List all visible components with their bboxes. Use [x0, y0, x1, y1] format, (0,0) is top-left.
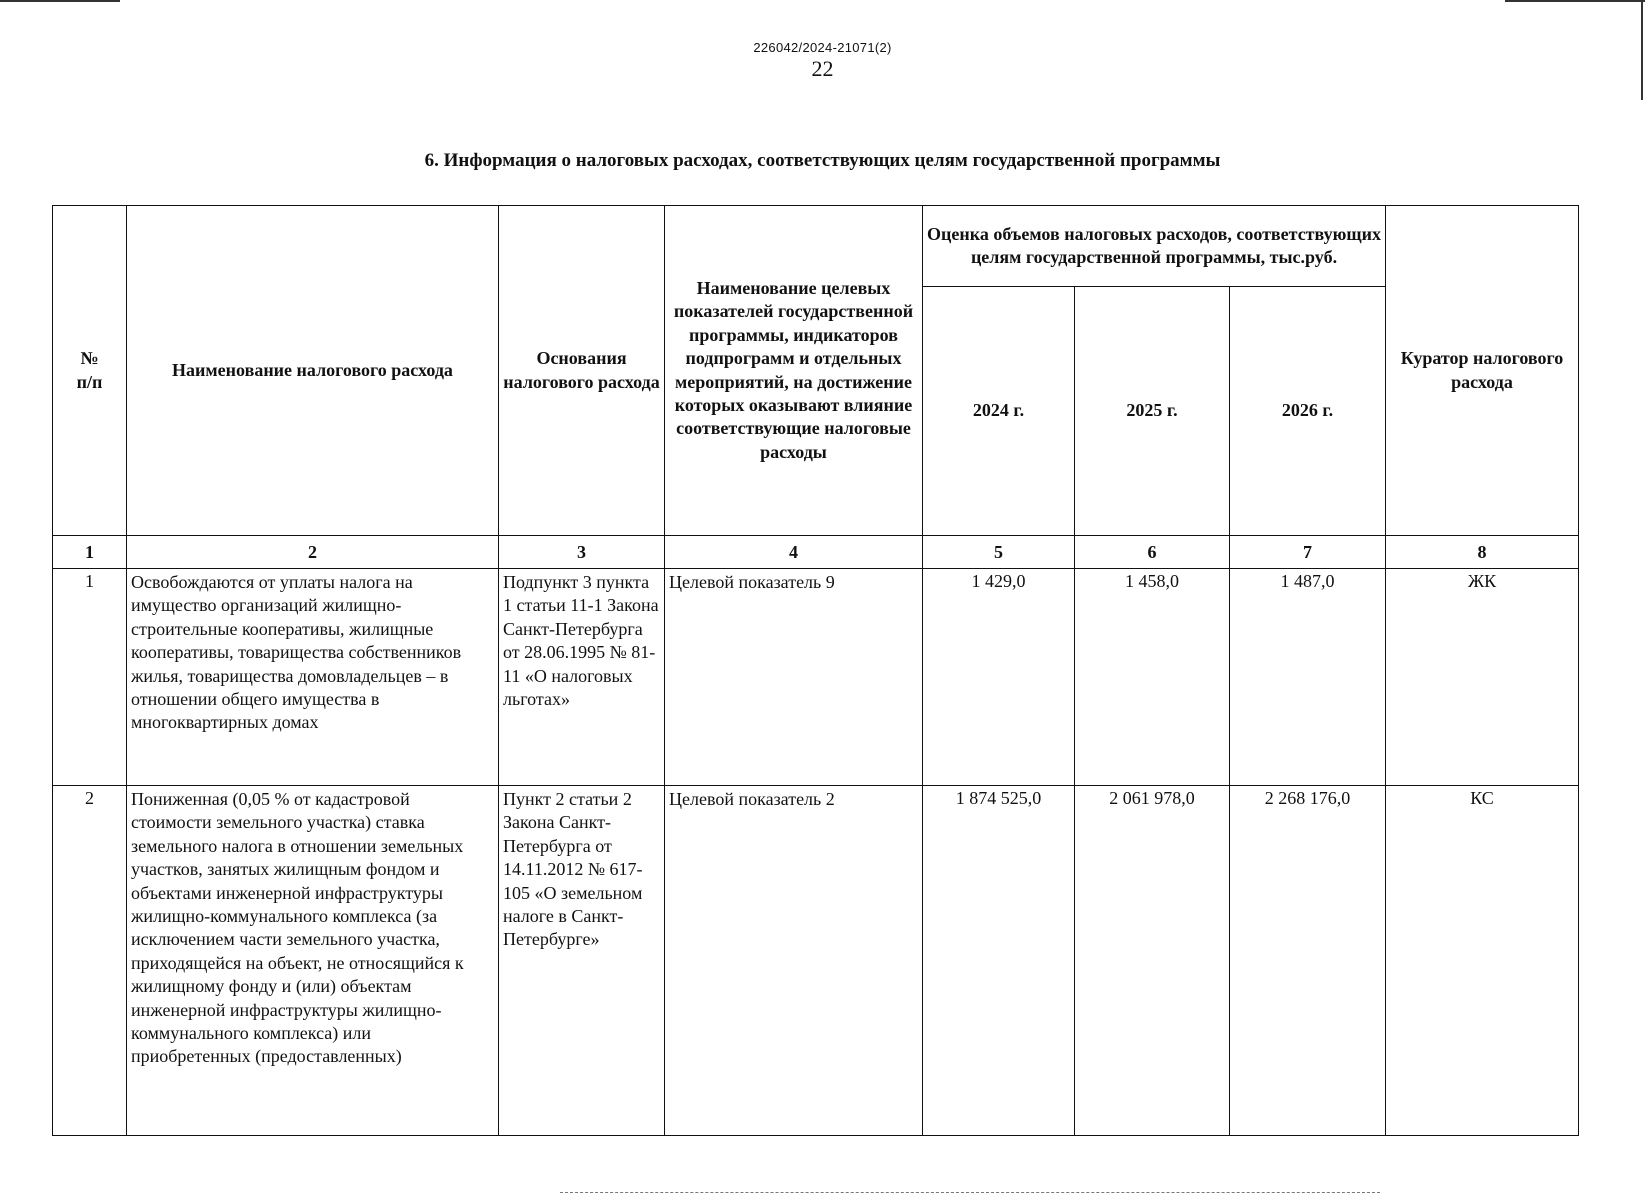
column-number: 2: [127, 536, 499, 569]
target-indicator: Целевой показатель 9: [665, 569, 923, 786]
table-row: [53, 786, 1579, 1136]
column-number: 6: [1075, 536, 1230, 569]
curator: ЖК: [1386, 569, 1579, 786]
tax-expenditure-table: [52, 205, 1579, 1136]
scan-edge-top-left: [0, 0, 120, 4]
section-title: 6. Информация о налоговых расходах, соответствующих целям государственной программы: [424, 150, 1221, 171]
header-basis: Основания налогового расхода: [499, 206, 665, 536]
row-number: 1: [53, 569, 127, 786]
row-number: 2: [53, 786, 127, 1136]
value-2026: 1 487,0: [1230, 569, 1386, 786]
column-number: 3: [499, 536, 665, 569]
page-number: 22: [811, 56, 834, 81]
header-row: [53, 206, 1579, 287]
scan-footer-line: [560, 1192, 1380, 1195]
header-year-2026: 2026 г.: [1230, 287, 1386, 536]
header-indicators: Наименование целевых показателей государственной программы, индикаторов подпрограмм и отдельных мероприятий, на достижение которых оказывают влияние соответствующие налоговые расходы: [665, 206, 923, 536]
scan-edge-top-right: [1505, 0, 1645, 4]
header-year-2024: 2024 г.: [923, 287, 1075, 536]
header-estimate: Оценка объемов налоговых расходов, соответствующих целям государственной программы, тыс.руб.: [923, 206, 1386, 287]
tax-expenditure-basis: Пункт 2 статьи 2 Закона Санкт-Петербурга от 14.11.2012 № 617-105 «О земельном налоге в Санкт-Петербурге»: [499, 786, 665, 1136]
curator: КС: [1386, 786, 1579, 1136]
column-number-row: [53, 536, 1579, 569]
document-number: 226042/2024-21071(2): [753, 40, 892, 55]
tax-expenditure-name: Пониженная (0,05 % от кадастровой стоимости земельного участка) ставка земельного налога в отношении земельных участков, занятых жилищным фондом и объектами инженерной инфраструктуры жилищно-коммунального комплекса (за исключением части земельного участка, приходящейся на объект, не относящийся к жилищному фонду и (или) объектам инженерной инфраструктуры жилищно-коммунального комплекса) или приобретенных (предоставленных): [127, 786, 499, 1136]
header-curator: Куратор налогового расхода: [1386, 206, 1579, 536]
table-row: [53, 569, 1579, 786]
column-number: 7: [1230, 536, 1386, 569]
value-2024: 1 429,0: [923, 569, 1075, 786]
column-number: 1: [53, 536, 127, 569]
value-2026: 2 268 176,0: [1230, 786, 1386, 1136]
value-2024: 1 874 525,0: [923, 786, 1075, 1136]
target-indicator: Целевой показатель 2: [665, 786, 923, 1136]
header-num: № п/п: [53, 206, 127, 536]
header-name: Наименование налогового расхода: [127, 206, 499, 536]
value-2025: 2 061 978,0: [1075, 786, 1230, 1136]
tax-expenditure-name: Освобождаются от уплаты налога на имущество организаций жилищно-строительные кооперативы, жилищные кооперативы, товарищества собственников жилья, товарищества домовладельцев – в отношении общего имущества в многоквартирных домах: [127, 569, 499, 786]
column-number: 5: [923, 536, 1075, 569]
column-number: 8: [1386, 536, 1579, 569]
header-year-2025: 2025 г.: [1075, 287, 1230, 536]
column-number: 4: [665, 536, 923, 569]
tax-expenditure-basis: Подпункт 3 пункта 1 статьи 11-1 Закона Санкт-Петербурга от 28.06.1995 № 81-11 «О налоговых льготах»: [499, 569, 665, 786]
value-2025: 1 458,0: [1075, 569, 1230, 786]
